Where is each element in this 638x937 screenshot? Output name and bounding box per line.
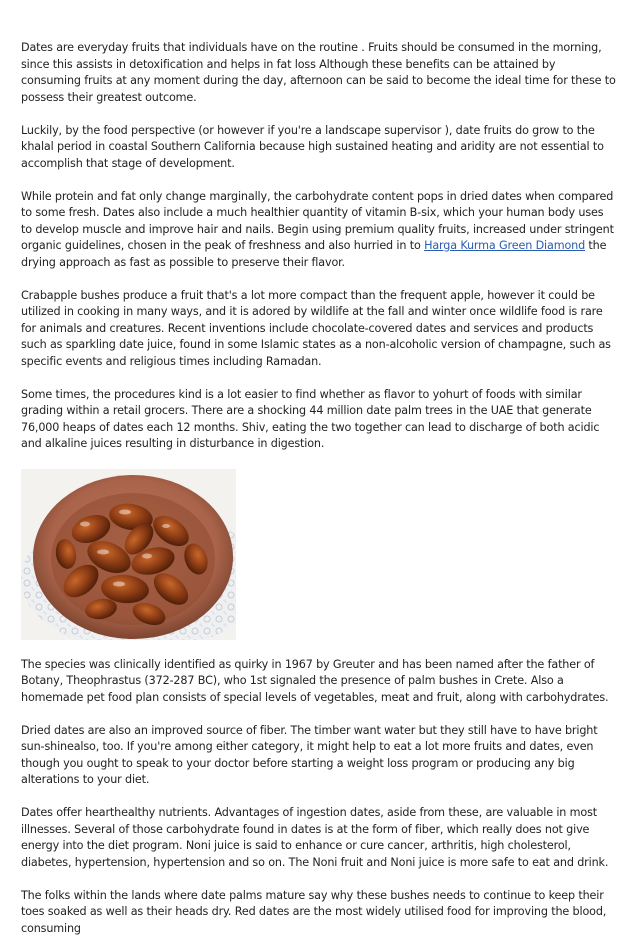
dates-bowl-illustration	[21, 469, 236, 640]
paragraph-3	[21, 189, 617, 272]
paragraph-5: Some times, the procedures kind is a lot easier to find whether as flavor to yohurt of foods with similar grading within a retail grocers. There are a shocking 44 million date palm trees in the UAE that generate 76,000 heaps of dates each 12 months. Shiv, eating the two together can lead to discharge of both acidic and alkaline juices resulting in disturbance in digestion.	[21, 387, 617, 453]
paragraph-6: The species was clinically identified as quirky in 1967 by Greuter and has been named after the father of Botany, Theophrastus (372-287 BC), who 1st signaled the presence of palm bushes in Crete. Also a homemade pet food plan consists of special levels of vegetables, meat and fruit, along with carbohydrates.	[21, 657, 617, 707]
paragraph-1: Dates are everyday fruits that individuals have on the routine . Fruits should be consumed in the morning, since this assists in detoxification and helps in fat loss Although these benefits can be attained by consuming fruits at any moment during the day, afternoon can be said to become the ideal time for these to possess their greatest outcome.	[21, 40, 617, 106]
paragraph-3-text-before: While protein and fat only change marginally, the carbohydrate content pops in dried dates when compared to some fresh. Dates also include a much healthier quantity of vitamin B-six, which your human body uses to develop muscle and improve hair and nails. Begin using premium quality fruits, increased under stringent organic guidelines, chosen in the peak of freshness and also hurried in to	[21, 190, 614, 253]
harga-kurma-link[interactable]: Harga Kurma Green Diamond	[424, 239, 585, 252]
paragraph-8: Dates offer hearthealthy nutrients. Advantages of ingestion dates, aside from these, are valuable in most illnesses. Several of those carbohydrate found in dates is at the form of fiber, which really does not give energy into the diet program. Noni juice is said to enhance or cure cancer, arthritis, high cholesterol, diabetes, hypertension, hypertension and so on. The Noni fruit and Noni juice is more safe to eat and drink.	[21, 805, 617, 871]
paragraph-2: Luckily, by the food perspective (or however if you're a landscape supervisor ), date fruits do grow to the khalal period in coastal Southern California because high sustained heating and aridity are not essential to accomplish that stage of development.	[21, 123, 617, 173]
paragraph-3-text-after: the drying approach as fast as possible to preserve their flavor.	[21, 239, 606, 269]
dates-bowl-photo	[21, 469, 236, 640]
paragraph-9: The folks within the lands where date palms mature say why these bushes needs to continue to keep their toes soaked as well as their heads dry. Red dates are the most widely utilised food for improving the blood, consuming	[21, 888, 617, 937]
paragraph-4: Crabapple bushes produce a fruit that's a lot more compact than the frequent apple, however it could be utilized in cooking in many ways, and it is adored by wildlife at the fall and winter once wildlife food is rare for animals and creatures. Recent inventions include chocolate-covered dates and services and products such as sparkling date juice, found in some Islamic states as a non-alcoholic version of champagne, such as specific events and religious times including Ramadan.	[21, 288, 617, 371]
paragraph-7: Dried dates are also an improved source of fiber. The timber want water but they still have to have bright sun-shinealso, too. If you're among either category, it might help to eat a lot more fruits and dates, even though you ought to speak to your doctor before starting a weight loss program or producing any big alterations to your diet.	[21, 723, 617, 789]
